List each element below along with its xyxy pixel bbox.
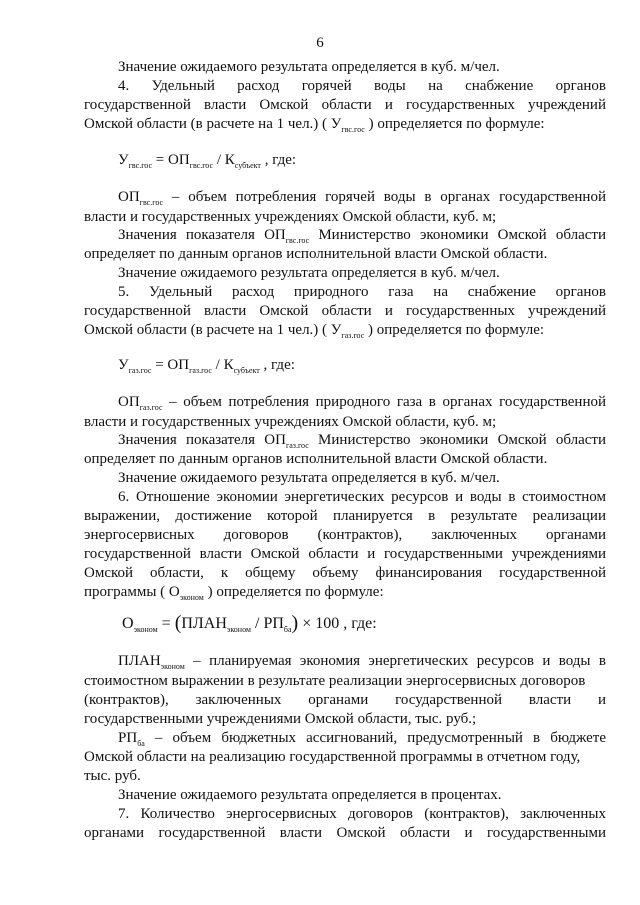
paragraph-line — [84, 302, 606, 320]
line-text: Значение ожидаемого результата определяется в куб. м/чел. — [118, 265, 500, 281]
paragraph-line — [84, 729, 606, 747]
line-text: – объем бюджетных ассигнований, предусмотренный в бюджете — [144, 730, 606, 746]
formula-symbol: У — [118, 357, 129, 373]
paragraph-line — [84, 824, 606, 842]
line-text: – объем потребления горячей воды в органах государственной — [163, 189, 606, 205]
formula-symbol: О — [122, 615, 134, 632]
subscript: бa — [137, 739, 145, 748]
line-text: стоимостном выражении в результате реализации энергосервисных договоров — [84, 673, 586, 689]
paragraph-line — [84, 488, 606, 506]
paragraph-line — [84, 264, 606, 282]
paragraph-line — [84, 748, 606, 766]
line-text: государственной власти Омской области и государственными учреждениями — [84, 546, 606, 562]
paragraph-line — [84, 564, 606, 582]
subscript: эконом — [226, 625, 251, 634]
subscript: гвс.гос — [341, 125, 365, 134]
line-text: Омской области на реализацию государственной программы в отчетном году, — [84, 749, 581, 765]
formula-text: / К — [213, 152, 235, 168]
formula-paren: ) — [291, 612, 299, 634]
paragraph-line — [84, 77, 606, 95]
line-text: энергосервисных договоров (контрактов), заключенных органами — [84, 527, 606, 543]
formula-paren: ( — [174, 612, 182, 634]
line-text: Министерство экономики Омской области — [308, 432, 606, 448]
paragraph-line — [84, 507, 606, 525]
paragraph-line — [84, 710, 606, 728]
line-text: 6. Отношение экономии энергетических ресурсов и воды в стоимостном — [118, 489, 606, 505]
line-text: тыс. руб. — [84, 768, 141, 784]
formula-line — [118, 151, 296, 169]
paragraph-line — [84, 115, 606, 133]
line-text: Значение ожидаемого результата определяется в куб. м/чел. — [118, 470, 500, 486]
paragraph-line — [84, 469, 606, 487]
paragraph-line — [84, 805, 606, 823]
subscript: эконом — [179, 593, 204, 602]
paragraph-line — [84, 283, 606, 301]
line-text: программы ( О — [84, 584, 180, 600]
line-text: Значения показателя ОП — [118, 432, 286, 448]
line-text: государственной власти Омской области и государственных учреждений — [84, 97, 606, 113]
formula-text: = ОП — [151, 357, 190, 373]
line-text: Омской области, к общему объему финансирования государственной — [84, 565, 606, 581]
subscript: газ.гос — [189, 366, 212, 375]
line-text: власти и государственных учреждениях Омской области, куб. м; — [84, 414, 497, 430]
formula-symbol: У — [118, 152, 129, 168]
paragraph-line — [84, 208, 606, 226]
paragraph-line — [84, 413, 606, 431]
line-text: определяет по данным органов исполнительной власти Омской области. — [84, 246, 548, 262]
formula-text: × 100 , где: — [298, 615, 377, 632]
paragraph-line — [84, 450, 606, 468]
line-text: 4. Удельный расход горячей воды на снабжение органов — [118, 78, 606, 94]
line-text: РП — [118, 730, 138, 746]
paragraph-line — [84, 393, 606, 411]
line-text: 5. Удельный расход природного газа на снабжение органов — [118, 284, 606, 300]
line-text: ) определяется по формуле: — [203, 584, 384, 600]
paragraph-line — [84, 652, 606, 670]
subscript: гвс.гос — [139, 198, 164, 207]
line-text: Министерство экономики Омской области — [309, 227, 606, 243]
line-text: ОП — [118, 394, 140, 410]
subscript: субъект — [233, 366, 260, 375]
subscript: субъект — [234, 161, 261, 170]
formula-text: = — [157, 615, 175, 632]
formula-text: / РП — [251, 615, 284, 632]
paragraph-line — [84, 96, 606, 114]
formula-line — [118, 356, 295, 374]
paragraph-line — [84, 58, 606, 76]
line-text: власти и государственных учреждениях Омской области, куб. м; — [84, 209, 497, 225]
subscript: газ.гос — [128, 366, 152, 375]
page-number: 6 — [316, 35, 324, 51]
line-text: государственными учреждениями Омской области, тыс. руб.; — [84, 711, 477, 727]
line-text: определяет по данным органов исполнительной власти Омской области. — [84, 451, 548, 467]
formula-text: , где: — [260, 152, 297, 168]
paragraph-line — [84, 226, 606, 244]
line-text: Омской области (в расчете на 1 чел.) ( У — [84, 116, 342, 132]
subscript: гвс.гос — [285, 236, 310, 245]
subscript: эконом — [160, 662, 185, 671]
line-text: ОП — [118, 189, 140, 205]
line-text: Значение ожидаемого результата определяется в куб. м/чел. — [118, 59, 500, 75]
formula-text: = ОП — [152, 152, 190, 168]
line-text: Значение ожидаемого результата определяется в процентах. — [118, 787, 502, 803]
line-text: Омской области (в расчете на 1 чел.) ( У — [84, 322, 342, 338]
paragraph-line — [84, 583, 606, 601]
line-text: ) определяется по формуле: — [364, 322, 545, 338]
paragraph-line — [84, 545, 606, 563]
formula-text: , где: — [259, 357, 295, 373]
subscript: газ.гос — [285, 441, 309, 450]
subscript: гвс.гос — [128, 161, 153, 170]
line-text: – планируемая экономия энергетических ресурсов и воды в — [184, 653, 606, 669]
paragraph-line — [84, 672, 606, 690]
paragraph-line — [84, 767, 606, 785]
subscript: эконом — [133, 625, 158, 634]
line-text: государственной власти Омской области и государственных учреждений — [84, 303, 606, 319]
paragraph-line — [84, 245, 606, 263]
line-text: – объем потребления природного газа в органах государственной — [162, 394, 606, 410]
line-text: органами государственной власти Омской области и государственными — [84, 825, 606, 841]
line-text: Значения показателя ОП — [118, 227, 286, 243]
formula-text: / К — [211, 357, 234, 373]
paragraph-line — [84, 188, 606, 206]
paragraph-line — [84, 526, 606, 544]
subscript: гвс.гос — [189, 161, 214, 170]
paragraph-line — [84, 321, 606, 339]
line-text: (контрактов), заключенных органами государственной власти и — [84, 692, 606, 708]
subscript: газ.гос — [139, 403, 163, 412]
formula-line — [122, 612, 377, 634]
line-text: ) определяется по формуле: — [364, 116, 545, 132]
paragraph-line — [84, 691, 606, 709]
paragraph-line — [84, 786, 606, 804]
line-text: 7. Количество энергосервисных договоров (контрактов), заключенных — [118, 806, 606, 822]
paragraph-line — [84, 431, 606, 449]
line-text: ПЛАН — [118, 653, 161, 669]
subscript: бa — [283, 625, 292, 634]
subscript: газ.гос — [341, 331, 365, 340]
formula-text: ПЛАН — [181, 615, 227, 632]
line-text: выражении, достижение которой планируется в результате реализации — [84, 508, 606, 524]
